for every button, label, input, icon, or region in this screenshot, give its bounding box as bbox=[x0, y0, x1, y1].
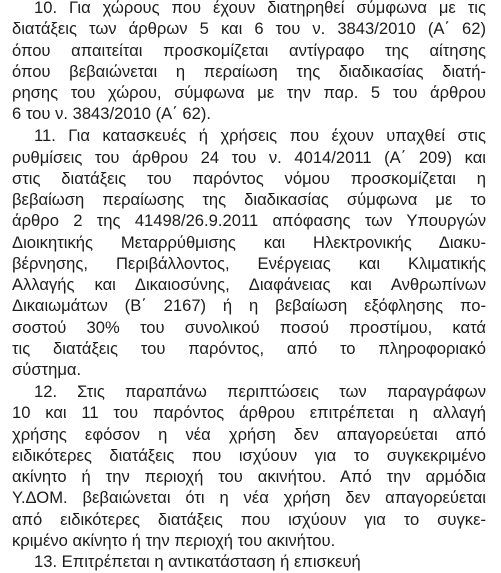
paragraph-11-line: τις διατάξεις του παρόντος, από το πληροφοριακό bbox=[12, 339, 486, 358]
paragraph-11-line: Αλλαγής και Δικαιοσύνης, Διαφάνειας και Ανθρωπίνων bbox=[12, 275, 486, 294]
paragraph-11-line: στις διατάξεις του παρόντος νόμου προσκομίζεται η bbox=[12, 169, 486, 188]
paragraph-13-line: 13. Επιτρέπεται η αντικατάσταση ή επισκευή bbox=[34, 552, 361, 571]
paragraph-11-line: Δικαιωμάτων (Β΄ 2167) ή η βεβαίωση εξόφλησης πο- bbox=[12, 296, 486, 315]
paragraph-11-line: βεβαίωση περαίωσης της διαδικασίας σύμφωνα με το bbox=[12, 190, 486, 209]
paragraph-11-line: βέρνησης, Περιβάλλοντος, Ενέργειας και Κλιματικής bbox=[12, 254, 486, 273]
paragraph-12-line: ειδικότερες διατάξεις που ισχύουν για το συγκεκριμένο bbox=[12, 446, 486, 465]
paragraph-12-line: κριμένο ακίνητο ή την περιοχή του ακινήτου. bbox=[12, 531, 336, 550]
paragraph-11-line: σοστού 30% του συνολικού ποσού προστίμου, κατά bbox=[12, 318, 486, 337]
paragraph-12-line: ακίνητο ή την περιοχή του ακινήτου. Από την αρμόδια bbox=[12, 467, 486, 486]
paragraph-11-line: 11. Για κατασκευές ή χρήσεις που έχουν υπαχθεί στις bbox=[34, 126, 486, 145]
paragraph-11-line: Διοικητικής Μεταρρύθμισης και Ηλεκτρονικής Διακυ- bbox=[12, 233, 486, 252]
paragraph-10-line: όπου βεβαιώνεται η περαίωση της διαδικασίας διατή- bbox=[12, 62, 486, 81]
paragraph-12-line: 12. Στις παραπάνω περιπτώσεις των παραγράφων bbox=[34, 382, 486, 401]
paragraph-10-line: 6 του ν. 3843/2010 (Α΄ 62). bbox=[12, 104, 211, 123]
paragraph-10-line: 10. Για χώρους που έχουν διατηρηθεί σύμφωνα με τις bbox=[34, 0, 486, 17]
paragraph-12-line: χρήσης εφόσον η νέα χρήση δεν απαγορεύεται από bbox=[12, 425, 486, 444]
paragraph-11-line: ρυθμίσεις του άρθρου 24 του ν. 4014/2011 (Α΄ 209) και bbox=[12, 148, 486, 167]
paragraph-10-line: όπου απαιτείται προσκομίζεται αντίγραφο της αίτησης bbox=[12, 41, 486, 60]
paragraph-11-line: άρθρο 2 της 41498/26.9.2011 απόφασης των Υπουργών bbox=[12, 211, 486, 230]
paragraph-10-line: διατάξεις των άρθρων 5 και 6 του ν. 3843/2010 (Α΄ 62) bbox=[12, 19, 486, 38]
paragraph-11-line: σύστημα. bbox=[12, 360, 82, 379]
paragraph-12-line: Υ.ΔΟΜ. βεβαιώνεται ότι η νέα χρήση δεν απαγορεύεται bbox=[12, 488, 486, 507]
paragraph-12-line: από ειδικότερες διατάξεις που ισχύουν για το συγκε- bbox=[12, 510, 486, 529]
paragraph-10-line: ρησης του χώρου, σύμφωνα με την παρ. 5 του άρθρου bbox=[12, 83, 486, 102]
paragraph-12-line: 10 και 11 του παρόντος άρθρου επιτρέπεται η αλλαγή bbox=[12, 403, 486, 422]
